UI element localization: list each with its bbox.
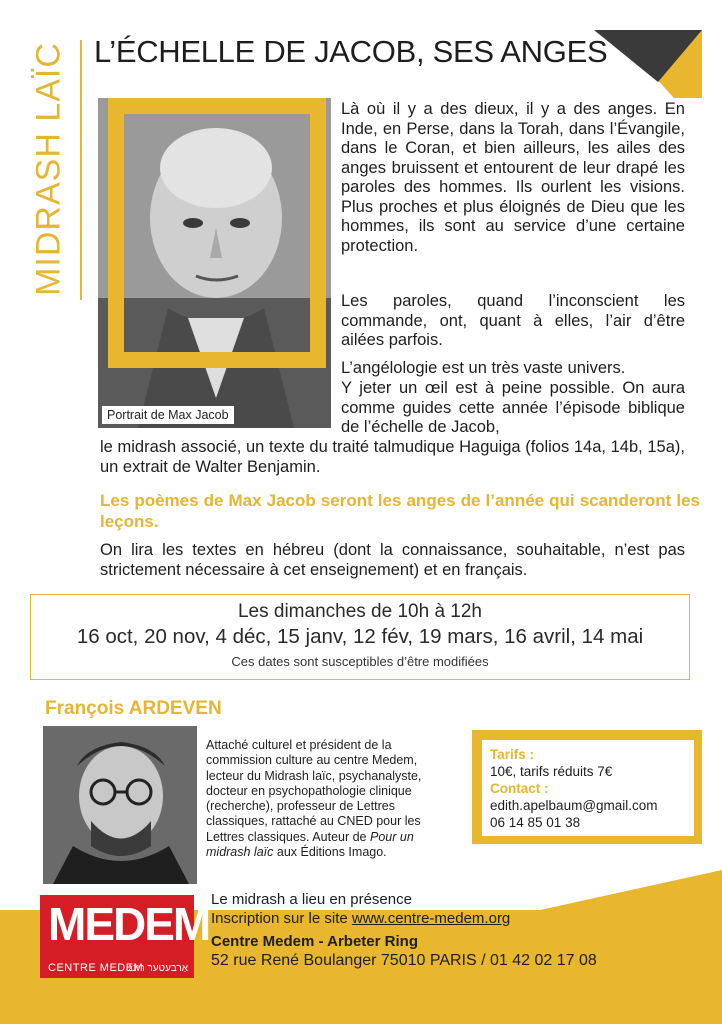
highlight-text: Les poèmes de Max Jacob seront les anges de l’année qui scanderont les leçons. xyxy=(100,491,700,531)
website-link[interactable]: www.centre-medem.org xyxy=(351,910,511,927)
speaker-bio-book: Pour un midrash laïc xyxy=(206,829,414,860)
page-title: L’ÉCHELLE DE JACOB, SES ANGES xyxy=(94,34,608,69)
side-label-text: MIDRASH LAÏC xyxy=(29,42,68,296)
footer-line-2 xyxy=(211,909,597,928)
languages-paragraph: On lira les textes en hébreu (dont la connaissance, souhaitable, n’est pas strictement nécessaire à cet enseignement) et en français. xyxy=(100,541,685,579)
logo-centre-medem-text: CENTRE MEDEM xyxy=(48,962,144,974)
corner-triangle-decoration xyxy=(594,30,702,98)
portrait-yellow-frame xyxy=(108,98,326,368)
schedule-note: Ces dates sont susceptibles d’être modifiées xyxy=(231,654,489,669)
speaker-bio-end: aux Éditions Imago. xyxy=(273,845,387,860)
portrait-caption: Portrait de Max Jacob xyxy=(102,406,234,424)
speaker-figure xyxy=(43,726,197,884)
schedule-time: Les dimanches de 10h à 12h xyxy=(237,601,482,622)
footer-address: 52 rue René Boulanger 75010 PARIS / 01 42 02 17 08 xyxy=(211,952,597,969)
tarifs-contact-inner xyxy=(482,740,694,836)
speaker-photo xyxy=(43,726,197,884)
speaker-name: François ARDEVEN xyxy=(45,698,222,719)
logo-hebrew-text: אַרבעטער רינג xyxy=(128,963,188,974)
intro-paragraph-2: Les paroles, quand l’inconscient les commande, ont, quant à elles, l’air d’être ailées parfois. xyxy=(341,292,685,349)
side-label xyxy=(24,34,74,304)
tarifs-contact-box xyxy=(472,730,702,844)
intro-paragraph-3b: Y jeter un œil est à peine possible. On aura comme guides cette année l’épisode biblique de l’échelle de Jacob, xyxy=(341,379,685,436)
logo-medem-text: MEDEM xyxy=(48,898,210,950)
centre-medem-logo xyxy=(40,895,210,978)
intro-paragraph-3a: L’angélologie est un très vaste univers. xyxy=(341,359,626,377)
tarifs-value: 10€, tarifs réduits 7€ xyxy=(490,764,613,779)
contact-email[interactable]: edith.apelbaum@gmail.com xyxy=(490,798,658,813)
contact-phone: 06 14 85 01 38 xyxy=(490,815,581,830)
tarifs-label: Tarifs : xyxy=(490,747,535,762)
speaker-bio-main: Attaché culturel et président de la commission culture au centre Medem, lecteur du Midrash laïc, psychanalyste, docteur en psychopathologie clinique (recherche), professeur de Lettres classiques, rattaché au CNED pour les Lettres classiques. Auteur de xyxy=(206,738,422,844)
footer-info xyxy=(211,890,597,970)
speaker-bio xyxy=(206,738,456,860)
contact-label: Contact : xyxy=(490,781,549,796)
footer-line-2-prefix: Inscription sur le site xyxy=(211,910,352,927)
side-divider xyxy=(80,40,82,300)
schedule-box xyxy=(30,594,690,680)
intro-paragraph-1: Là où il y a des dieux, il y a des anges. En Inde, en Perse, dans la Torah, dans l’Évangile, dans le Coran, et bien ailleurs, les ailes des anges bruissent et entourent de leur drapé les paroles des hommes. Ils ourlent les visions. Plus proches et plus éloignés de Dieu que les hommes, ils sont au service d’une certaine protection. xyxy=(341,100,685,255)
portrait-image xyxy=(98,98,331,428)
intro-paragraph-3c: le midrash associé, un texte du traité talmudique Haguiga (folios 14a, 14b, 15a), un extrait de Walter Benjamin. xyxy=(100,438,685,476)
schedule-dates: 16 oct, 20 nov, 4 déc, 15 janv, 12 fév, 19 mars, 16 avril, 14 mai xyxy=(76,625,644,648)
footer-org: Centre Medem - Arbeter Ring xyxy=(211,933,418,950)
footer-line-1: Le midrash a lieu en présence xyxy=(211,891,412,908)
